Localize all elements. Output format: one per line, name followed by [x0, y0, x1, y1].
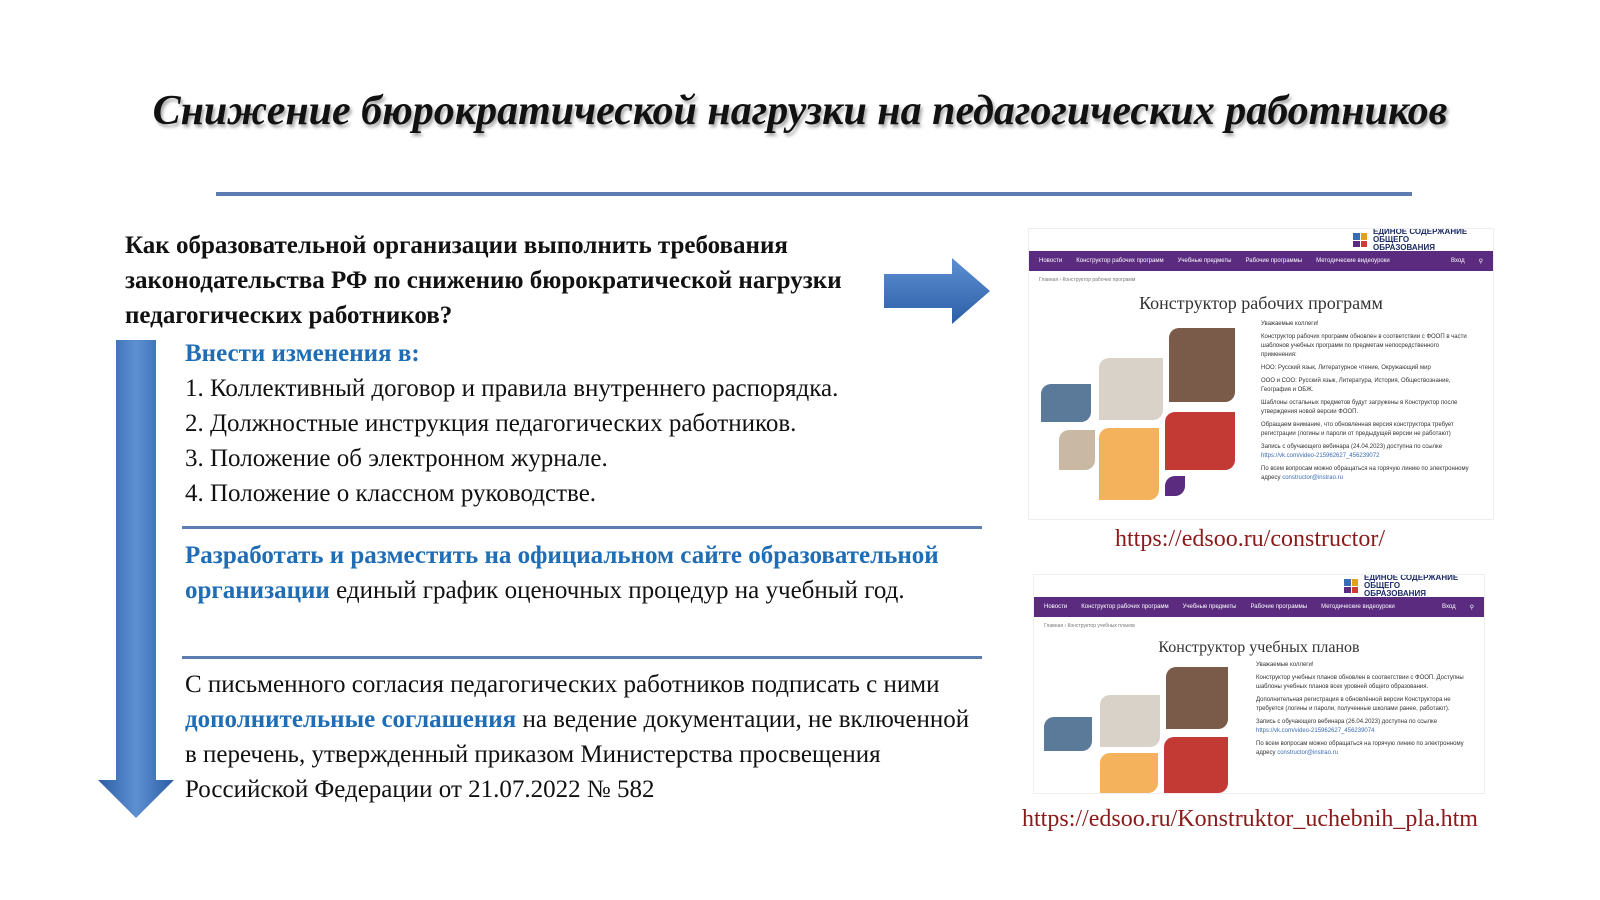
content-paragraph: Запись с обучающего вебинара (26.04.2023) доступна по ссылке — [1256, 719, 1438, 725]
question-text: Как образовательной организации выполнить требования законодательства РФ по снижению бюрократической нагрузки педагогических работников? — [125, 232, 842, 329]
content-paragraph: Обращаем внимание, что обновленная версия конструктора требует регистрации (логины и пароли от предыдущей версии не работают) — [1261, 422, 1454, 437]
login-link[interactable]: Вход — [1451, 258, 1465, 264]
section-schedule-text: единый график оценочных процедур на учебный год. — [329, 577, 905, 604]
section-changes-heading: Внести изменения в: — [185, 340, 420, 367]
content-paragraph: Конструктор рабочих программ обновлен в соответствии с ФООП в части шаблонов учебных программ по предметам непосредственного применения: — [1261, 334, 1467, 358]
site-header — [1029, 229, 1493, 251]
page-content — [1256, 661, 1470, 762]
nav-item[interactable]: Новости — [1044, 604, 1068, 610]
section-schedule-highlight: Разработать и разместить на официальном сайте образовательной организации — [185, 542, 939, 604]
list-item: 1. Коллективный договор и правила внутреннего распорядка. — [185, 375, 839, 402]
breadcrumb: Главная › Конструктор учебных планов — [1044, 623, 1135, 629]
search-icon[interactable]: ⚲ — [1478, 258, 1483, 265]
greeting-text: Уважаемые коллеги! — [1256, 662, 1314, 668]
email-link[interactable]: constructor@instrao.ru — [1277, 750, 1338, 756]
site-brand: ЕДИНОЕ СОДЕРЖАНИЕ ОБЩЕГО ОБРАЗОВАНИЯ — [1373, 228, 1468, 252]
site-nav — [1029, 251, 1493, 271]
down-arrow-icon — [96, 340, 176, 820]
content-paragraph: По всем вопросам можно обращаться на горячую линию по электронному адресу — [1261, 466, 1469, 481]
nav-item[interactable]: Учебные предметы — [1182, 604, 1237, 610]
right-arrow-icon — [884, 256, 992, 326]
nav-item[interactable]: Учебные предметы — [1177, 258, 1232, 264]
content-paragraph: По всем вопросам можно обращаться на горячую линию по электронному адресу — [1256, 741, 1464, 756]
constructor-plans-screenshot — [1033, 574, 1485, 794]
nav-item[interactable]: Методические видеоуроки — [1316, 258, 1390, 264]
search-icon[interactable]: ⚲ — [1469, 604, 1474, 611]
list-item: 2. Должностные инструкция педагогических работников. — [185, 410, 797, 437]
content-paragraph: Запись с обучающего вебинара (24.04.2023) доступна по ссылке — [1261, 444, 1443, 450]
greeting-text: Уважаемые коллеги! — [1261, 321, 1319, 327]
list-item: 3. Положение об электронном журнале. — [185, 445, 608, 472]
section-changes — [185, 336, 975, 511]
content-bullet: НОО: Русский язык, Литературное чтение, Окружающий мир — [1261, 365, 1431, 371]
email-link[interactable]: constructor@instrao.ru — [1282, 475, 1343, 481]
site-brand: ЕДИНОЕ СОДЕРЖАНИЕ ОБЩЕГО ОБРАЗОВАНИЯ — [1364, 574, 1459, 598]
login-link[interactable]: Вход — [1442, 604, 1456, 610]
page-content — [1261, 320, 1471, 487]
nav-item[interactable]: Конструктор рабочих программ — [1076, 258, 1164, 264]
nav-item[interactable]: Рабочие программы — [1245, 258, 1303, 264]
site-nav — [1034, 597, 1484, 617]
divider — [182, 526, 982, 529]
constructor-programs-screenshot — [1028, 228, 1494, 520]
title-underline — [216, 192, 1412, 196]
breadcrumb: Главная › Конструктор рабочих программ — [1039, 277, 1136, 283]
site-logo-icon — [1344, 579, 1358, 593]
nav-item[interactable]: Конструктор рабочих программ — [1081, 604, 1169, 610]
content-paragraph: Конструктор учебных планов обновлен в соответствии с ФООП. Доступны шаблоны учебных планов всех уровней общего образования. — [1256, 675, 1464, 690]
nav-item[interactable]: Новости — [1039, 258, 1063, 264]
section-schedule — [185, 538, 975, 608]
constructor-url[interactable]: https://edsoo.ru/constructor/ — [1115, 526, 1385, 552]
nav-item[interactable]: Рабочие программы — [1250, 604, 1308, 610]
nav-item[interactable]: Методические видеоуроки — [1321, 604, 1395, 610]
section-agreements-highlight: дополнительные соглашения — [185, 706, 517, 733]
webinar-link[interactable]: https://vk.com/video-215962627_456239072 — [1261, 453, 1380, 459]
collage-image — [1041, 328, 1241, 504]
content-paragraph: Дополнительная регистрация в обновлённой версии Конструктора не требуется (логины и пароли, полученные школами ранее, работают). — [1256, 697, 1451, 712]
page-title: Конструктор рабочих программ — [1139, 293, 1383, 313]
content-bullet: ООО и СОО: Русский язык, Литература, История, Обществознание, География и ОБЖ. — [1261, 378, 1451, 393]
page-title: Конструктор учебных планов — [1158, 639, 1360, 656]
webinar-link[interactable]: https://vk.com/video-215962627_456239074 — [1256, 728, 1375, 734]
list-item: 4. Положение о классном руководстве. — [185, 480, 597, 507]
collage-image — [1044, 667, 1234, 794]
section-agreements-text: С письменного согласия педагогических работников подписать с ними — [185, 671, 940, 698]
content-paragraph: Шаблоны остальных предметов будут загружены в Конструктор после утверждения новой версии ФООП. — [1261, 400, 1458, 415]
site-logo-icon — [1353, 233, 1367, 247]
section-agreements — [185, 667, 985, 807]
plans-url[interactable]: https://edsoo.ru/Konstruktor_uchebnih_pla.htm — [1022, 806, 1478, 832]
divider — [182, 656, 982, 659]
site-header — [1034, 575, 1484, 597]
section-agreements-text-end: на ведение документации, не включенной в перечень, утвержденный приказом Министерства просвещения Российской Федерации от 21.07.2022 № 582 — [185, 706, 970, 803]
slide-title: Снижение бюрократической нагрузки на педагогических работников — [152, 88, 1448, 134]
